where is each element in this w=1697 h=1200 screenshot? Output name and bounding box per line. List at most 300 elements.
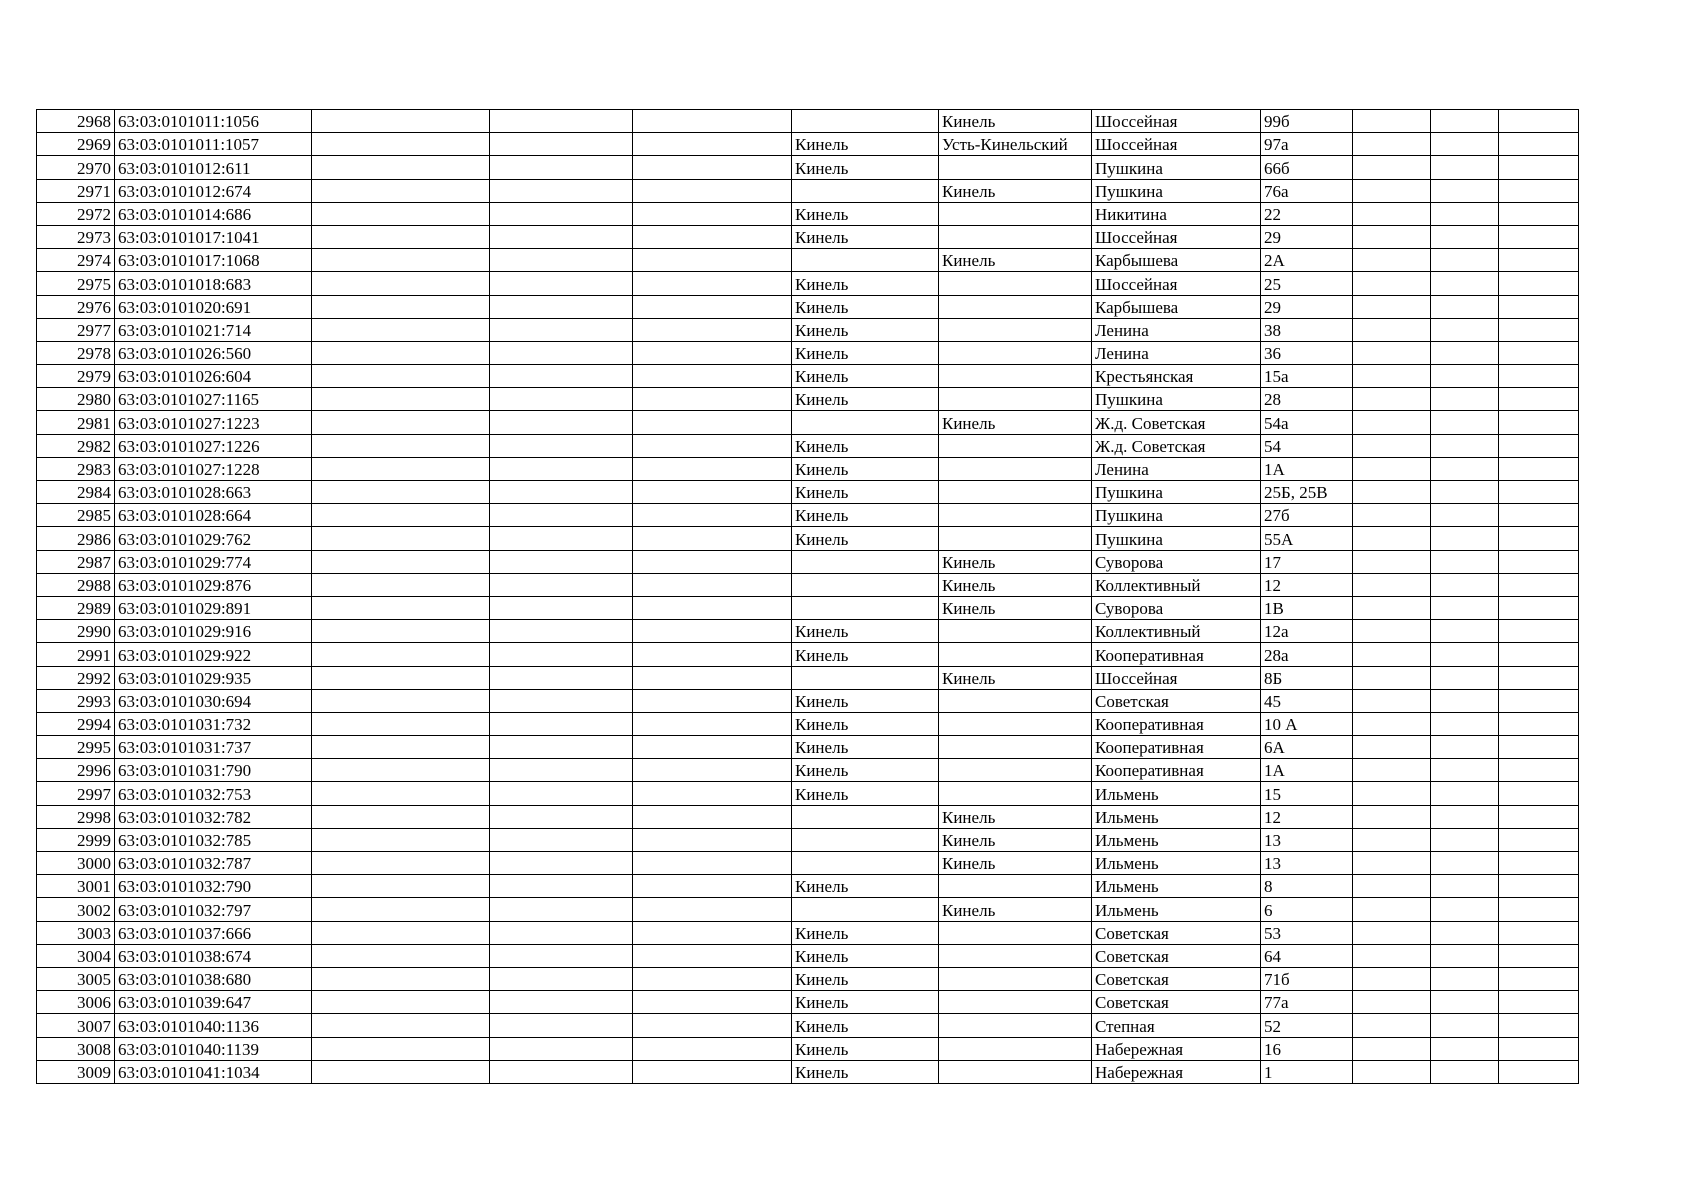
settlement-cell <box>939 434 1092 457</box>
empty-cell <box>1431 828 1499 851</box>
empty-cell <box>1431 341 1499 364</box>
empty-cell <box>1431 1037 1499 1060</box>
empty-cell <box>312 666 490 689</box>
city-cell: Кинель <box>792 1060 939 1083</box>
empty-cell <box>490 481 633 504</box>
settlement-cell <box>939 1037 1092 1060</box>
empty-cell <box>633 573 792 596</box>
empty-cell <box>490 875 633 898</box>
empty-cell <box>312 898 490 921</box>
settlement-cell <box>939 921 1092 944</box>
empty-cell <box>1353 852 1431 875</box>
row-number-cell: 2987 <box>37 550 115 573</box>
empty-cell <box>633 1037 792 1060</box>
empty-cell <box>1431 921 1499 944</box>
empty-cell <box>1353 991 1431 1014</box>
empty-cell <box>490 944 633 967</box>
empty-cell <box>490 967 633 990</box>
empty-cell <box>490 550 633 573</box>
row-number-cell: 2973 <box>37 225 115 248</box>
house-number-cell: 55А <box>1261 527 1353 550</box>
empty-cell <box>312 225 490 248</box>
city-cell: Кинель <box>792 365 939 388</box>
row-number-cell: 2994 <box>37 712 115 735</box>
empty-cell <box>1499 295 1579 318</box>
empty-cell <box>1431 712 1499 735</box>
empty-cell <box>1431 1060 1499 1083</box>
empty-cell <box>633 249 792 272</box>
city-cell: Кинель <box>792 295 939 318</box>
settlement-cell: Кинель <box>939 249 1092 272</box>
table-row <box>37 921 1579 944</box>
cadastral-number-cell: 63:03:0101012:674 <box>115 179 312 202</box>
house-number-cell: 25Б, 25В <box>1261 481 1353 504</box>
document-page <box>36 109 1579 1084</box>
city-cell: Кинель <box>792 620 939 643</box>
city-cell <box>792 898 939 921</box>
empty-cell <box>1499 249 1579 272</box>
street-cell: Шоссейная <box>1092 666 1261 689</box>
empty-cell <box>1353 967 1431 990</box>
street-cell: Крестьянская <box>1092 365 1261 388</box>
table-row <box>37 596 1579 619</box>
empty-cell <box>1431 156 1499 179</box>
cadastral-number-cell: 63:03:0101017:1041 <box>115 225 312 248</box>
cadastral-number-cell: 63:03:0101032:787 <box>115 852 312 875</box>
city-cell: Кинель <box>792 1014 939 1037</box>
empty-cell <box>490 1014 633 1037</box>
empty-cell <box>312 944 490 967</box>
city-cell: Кинель <box>792 759 939 782</box>
table-row <box>37 828 1579 851</box>
city-cell: Кинель <box>792 712 939 735</box>
house-number-cell: 53 <box>1261 921 1353 944</box>
house-number-cell: 36 <box>1261 341 1353 364</box>
empty-cell <box>633 596 792 619</box>
empty-cell <box>1431 991 1499 1014</box>
empty-cell <box>1353 805 1431 828</box>
city-cell: Кинель <box>792 318 939 341</box>
settlement-cell <box>939 620 1092 643</box>
table-row <box>37 318 1579 341</box>
city-cell: Кинель <box>792 434 939 457</box>
house-number-cell: 64 <box>1261 944 1353 967</box>
table-row <box>37 527 1579 550</box>
empty-cell <box>633 272 792 295</box>
empty-cell <box>1353 875 1431 898</box>
empty-cell <box>490 365 633 388</box>
cadastral-number-cell: 63:03:0101031:737 <box>115 736 312 759</box>
cadastral-number-cell: 63:03:0101021:714 <box>115 318 312 341</box>
empty-cell <box>1353 504 1431 527</box>
empty-cell <box>490 921 633 944</box>
empty-cell <box>312 759 490 782</box>
empty-cell <box>312 643 490 666</box>
empty-cell <box>1431 620 1499 643</box>
empty-cell <box>633 527 792 550</box>
settlement-cell <box>939 504 1092 527</box>
settlement-cell: Кинель <box>939 550 1092 573</box>
empty-cell <box>1499 759 1579 782</box>
empty-cell <box>1431 249 1499 272</box>
city-cell: Кинель <box>792 272 939 295</box>
empty-cell <box>1353 898 1431 921</box>
row-number-cell: 2999 <box>37 828 115 851</box>
empty-cell <box>490 689 633 712</box>
cadastral-number-cell: 63:03:0101038:674 <box>115 944 312 967</box>
house-number-cell: 66б <box>1261 156 1353 179</box>
table-row <box>37 991 1579 1014</box>
empty-cell <box>312 481 490 504</box>
settlement-cell: Кинель <box>939 596 1092 619</box>
empty-cell <box>633 967 792 990</box>
city-cell: Кинель <box>792 457 939 480</box>
table-row <box>37 573 1579 596</box>
empty-cell <box>1499 596 1579 619</box>
table-row <box>37 1060 1579 1083</box>
city-cell: Кинель <box>792 504 939 527</box>
city-cell <box>792 550 939 573</box>
city-cell: Кинель <box>792 782 939 805</box>
house-number-cell: 15а <box>1261 365 1353 388</box>
empty-cell <box>312 295 490 318</box>
table-row <box>37 365 1579 388</box>
empty-cell <box>490 318 633 341</box>
empty-cell <box>633 318 792 341</box>
row-number-cell: 2972 <box>37 202 115 225</box>
empty-cell <box>1431 643 1499 666</box>
house-number-cell: 99б <box>1261 110 1353 133</box>
empty-cell <box>1499 527 1579 550</box>
row-number-cell: 2974 <box>37 249 115 272</box>
empty-cell <box>490 643 633 666</box>
city-cell: Кинель <box>792 736 939 759</box>
street-cell: Кооперативная <box>1092 712 1261 735</box>
empty-cell <box>1499 550 1579 573</box>
house-number-cell: 1А <box>1261 759 1353 782</box>
house-number-cell: 6 <box>1261 898 1353 921</box>
cadastral-number-cell: 63:03:0101032:782 <box>115 805 312 828</box>
row-number-cell: 2986 <box>37 527 115 550</box>
empty-cell <box>1431 875 1499 898</box>
cadastral-number-cell: 63:03:0101020:691 <box>115 295 312 318</box>
street-cell: Кооперативная <box>1092 736 1261 759</box>
city-cell <box>792 411 939 434</box>
empty-cell <box>1499 1014 1579 1037</box>
house-number-cell: 29 <box>1261 295 1353 318</box>
empty-cell <box>490 666 633 689</box>
table-row <box>37 759 1579 782</box>
street-cell: Ильмень <box>1092 805 1261 828</box>
empty-cell <box>312 852 490 875</box>
empty-cell <box>312 712 490 735</box>
city-cell: Кинель <box>792 156 939 179</box>
city-cell: Кинель <box>792 921 939 944</box>
house-number-cell: 12 <box>1261 805 1353 828</box>
empty-cell <box>1431 434 1499 457</box>
empty-cell <box>490 1060 633 1083</box>
table-row <box>37 202 1579 225</box>
empty-cell <box>1431 898 1499 921</box>
table-row <box>37 1037 1579 1060</box>
house-number-cell: 8Б <box>1261 666 1353 689</box>
empty-cell <box>312 967 490 990</box>
empty-cell <box>1499 481 1579 504</box>
house-number-cell: 13 <box>1261 828 1353 851</box>
house-number-cell: 25 <box>1261 272 1353 295</box>
street-cell: Ленина <box>1092 341 1261 364</box>
city-cell <box>792 852 939 875</box>
empty-cell <box>633 504 792 527</box>
settlement-cell: Кинель <box>939 828 1092 851</box>
empty-cell <box>312 318 490 341</box>
empty-cell <box>490 225 633 248</box>
house-number-cell: 2А <box>1261 249 1353 272</box>
street-cell: Суворова <box>1092 550 1261 573</box>
empty-cell <box>1431 967 1499 990</box>
empty-cell <box>490 457 633 480</box>
settlement-cell: Кинель <box>939 179 1092 202</box>
row-number-cell: 2971 <box>37 179 115 202</box>
empty-cell <box>1431 365 1499 388</box>
table-row <box>37 249 1579 272</box>
table-row <box>37 110 1579 133</box>
empty-cell <box>312 689 490 712</box>
city-cell: Кинель <box>792 643 939 666</box>
row-number-cell: 2997 <box>37 782 115 805</box>
settlement-cell <box>939 527 1092 550</box>
street-cell: Набережная <box>1092 1060 1261 1083</box>
empty-cell <box>1353 365 1431 388</box>
empty-cell <box>1431 202 1499 225</box>
cadastral-number-cell: 63:03:0101041:1034 <box>115 1060 312 1083</box>
table-row <box>37 620 1579 643</box>
row-number-cell: 2977 <box>37 318 115 341</box>
empty-cell <box>1353 712 1431 735</box>
street-cell: Ж.д. Советская <box>1092 434 1261 457</box>
cadastral-number-cell: 63:03:0101032:790 <box>115 875 312 898</box>
cadastral-number-cell: 63:03:0101018:683 <box>115 272 312 295</box>
house-number-cell: 1А <box>1261 457 1353 480</box>
empty-cell <box>1499 875 1579 898</box>
empty-cell <box>490 712 633 735</box>
table-row <box>37 457 1579 480</box>
empty-cell <box>633 898 792 921</box>
table-row <box>37 156 1579 179</box>
empty-cell <box>1431 411 1499 434</box>
empty-cell <box>312 550 490 573</box>
table-row <box>37 944 1579 967</box>
empty-cell <box>1499 852 1579 875</box>
settlement-cell <box>939 689 1092 712</box>
row-number-cell: 2975 <box>37 272 115 295</box>
settlement-cell <box>939 341 1092 364</box>
empty-cell <box>1353 411 1431 434</box>
empty-cell <box>1499 156 1579 179</box>
empty-cell <box>1353 1014 1431 1037</box>
empty-cell <box>1499 944 1579 967</box>
cadastral-number-cell: 63:03:0101027:1223 <box>115 411 312 434</box>
empty-cell <box>490 434 633 457</box>
street-cell: Пушкина <box>1092 504 1261 527</box>
row-number-cell: 2978 <box>37 341 115 364</box>
empty-cell <box>1499 689 1579 712</box>
settlement-cell: Усть-Кинельский <box>939 133 1092 156</box>
empty-cell <box>490 388 633 411</box>
empty-cell <box>490 991 633 1014</box>
settlement-cell <box>939 643 1092 666</box>
empty-cell <box>1353 1060 1431 1083</box>
settlement-cell <box>939 712 1092 735</box>
city-cell: Кинель <box>792 944 939 967</box>
street-cell: Коллективный <box>1092 573 1261 596</box>
settlement-cell: Кинель <box>939 666 1092 689</box>
row-number-cell: 3008 <box>37 1037 115 1060</box>
settlement-cell: Кинель <box>939 573 1092 596</box>
street-cell: Пушкина <box>1092 388 1261 411</box>
empty-cell <box>1353 944 1431 967</box>
settlement-cell <box>939 202 1092 225</box>
row-number-cell: 3000 <box>37 852 115 875</box>
empty-cell <box>490 759 633 782</box>
settlement-cell <box>939 365 1092 388</box>
street-cell: Набережная <box>1092 1037 1261 1060</box>
row-number-cell: 3006 <box>37 991 115 1014</box>
empty-cell <box>1353 295 1431 318</box>
empty-cell <box>1499 1060 1579 1083</box>
city-cell <box>792 110 939 133</box>
house-number-cell: 22 <box>1261 202 1353 225</box>
empty-cell <box>1353 225 1431 248</box>
empty-cell <box>312 921 490 944</box>
empty-cell <box>1353 249 1431 272</box>
empty-cell <box>312 805 490 828</box>
empty-cell <box>633 782 792 805</box>
row-number-cell: 2993 <box>37 689 115 712</box>
empty-cell <box>1353 828 1431 851</box>
empty-cell <box>1353 457 1431 480</box>
empty-cell <box>1353 133 1431 156</box>
empty-cell <box>1353 573 1431 596</box>
cadastral-number-cell: 63:03:0101031:790 <box>115 759 312 782</box>
empty-cell <box>1353 666 1431 689</box>
settlement-cell <box>939 388 1092 411</box>
city-cell: Кинель <box>792 689 939 712</box>
empty-cell <box>1353 596 1431 619</box>
empty-cell <box>1431 481 1499 504</box>
empty-cell <box>633 875 792 898</box>
street-cell: Ильмень <box>1092 875 1261 898</box>
settlement-cell <box>939 481 1092 504</box>
empty-cell <box>1431 504 1499 527</box>
row-number-cell: 3004 <box>37 944 115 967</box>
empty-cell <box>633 133 792 156</box>
cadastral-number-cell: 63:03:0101017:1068 <box>115 249 312 272</box>
street-cell: Кооперативная <box>1092 759 1261 782</box>
empty-cell <box>633 1014 792 1037</box>
empty-cell <box>1353 782 1431 805</box>
empty-cell <box>312 782 490 805</box>
house-number-cell: 12а <box>1261 620 1353 643</box>
cadastral-number-cell: 63:03:0101029:935 <box>115 666 312 689</box>
empty-cell <box>312 573 490 596</box>
table-row <box>37 736 1579 759</box>
house-number-cell: 28 <box>1261 388 1353 411</box>
empty-cell <box>1499 110 1579 133</box>
row-number-cell: 2968 <box>37 110 115 133</box>
cadastral-number-cell: 63:03:0101026:604 <box>115 365 312 388</box>
table-body <box>37 110 1579 1084</box>
empty-cell <box>1499 133 1579 156</box>
settlement-cell: Кинель <box>939 110 1092 133</box>
empty-cell <box>1499 736 1579 759</box>
street-cell: Ленина <box>1092 457 1261 480</box>
empty-cell <box>1353 179 1431 202</box>
empty-cell <box>633 481 792 504</box>
empty-cell <box>1499 967 1579 990</box>
empty-cell <box>490 411 633 434</box>
empty-cell <box>490 620 633 643</box>
house-number-cell: 76а <box>1261 179 1353 202</box>
empty-cell <box>633 110 792 133</box>
row-number-cell: 2970 <box>37 156 115 179</box>
empty-cell <box>490 1037 633 1060</box>
settlement-cell: Кинель <box>939 852 1092 875</box>
cadastral-number-cell: 63:03:0101027:1226 <box>115 434 312 457</box>
table-row <box>37 805 1579 828</box>
empty-cell <box>1431 318 1499 341</box>
cadastral-number-cell: 63:03:0101027:1228 <box>115 457 312 480</box>
settlement-cell <box>939 782 1092 805</box>
row-number-cell: 3002 <box>37 898 115 921</box>
table-row <box>37 782 1579 805</box>
street-cell: Никитина <box>1092 202 1261 225</box>
table-row <box>37 411 1579 434</box>
empty-cell <box>312 991 490 1014</box>
empty-cell <box>1431 596 1499 619</box>
cadastral-number-cell: 63:03:0101029:762 <box>115 527 312 550</box>
empty-cell <box>312 388 490 411</box>
empty-cell <box>1431 689 1499 712</box>
empty-cell <box>312 1060 490 1083</box>
row-number-cell: 2983 <box>37 457 115 480</box>
table-row <box>37 550 1579 573</box>
empty-cell <box>1353 202 1431 225</box>
empty-cell <box>1431 527 1499 550</box>
empty-cell <box>633 643 792 666</box>
house-number-cell: 54а <box>1261 411 1353 434</box>
street-cell: Советская <box>1092 944 1261 967</box>
empty-cell <box>633 457 792 480</box>
settlement-cell <box>939 736 1092 759</box>
table-row <box>37 898 1579 921</box>
empty-cell <box>1499 620 1579 643</box>
table-row <box>37 179 1579 202</box>
empty-cell <box>1499 921 1579 944</box>
city-cell <box>792 828 939 851</box>
row-number-cell: 3007 <box>37 1014 115 1037</box>
empty-cell <box>1353 1037 1431 1060</box>
table-row <box>37 272 1579 295</box>
empty-cell <box>490 249 633 272</box>
empty-cell <box>1431 573 1499 596</box>
empty-cell <box>1353 434 1431 457</box>
empty-cell <box>1499 805 1579 828</box>
house-number-cell: 15 <box>1261 782 1353 805</box>
settlement-cell <box>939 944 1092 967</box>
empty-cell <box>633 411 792 434</box>
street-cell: Карбышева <box>1092 249 1261 272</box>
